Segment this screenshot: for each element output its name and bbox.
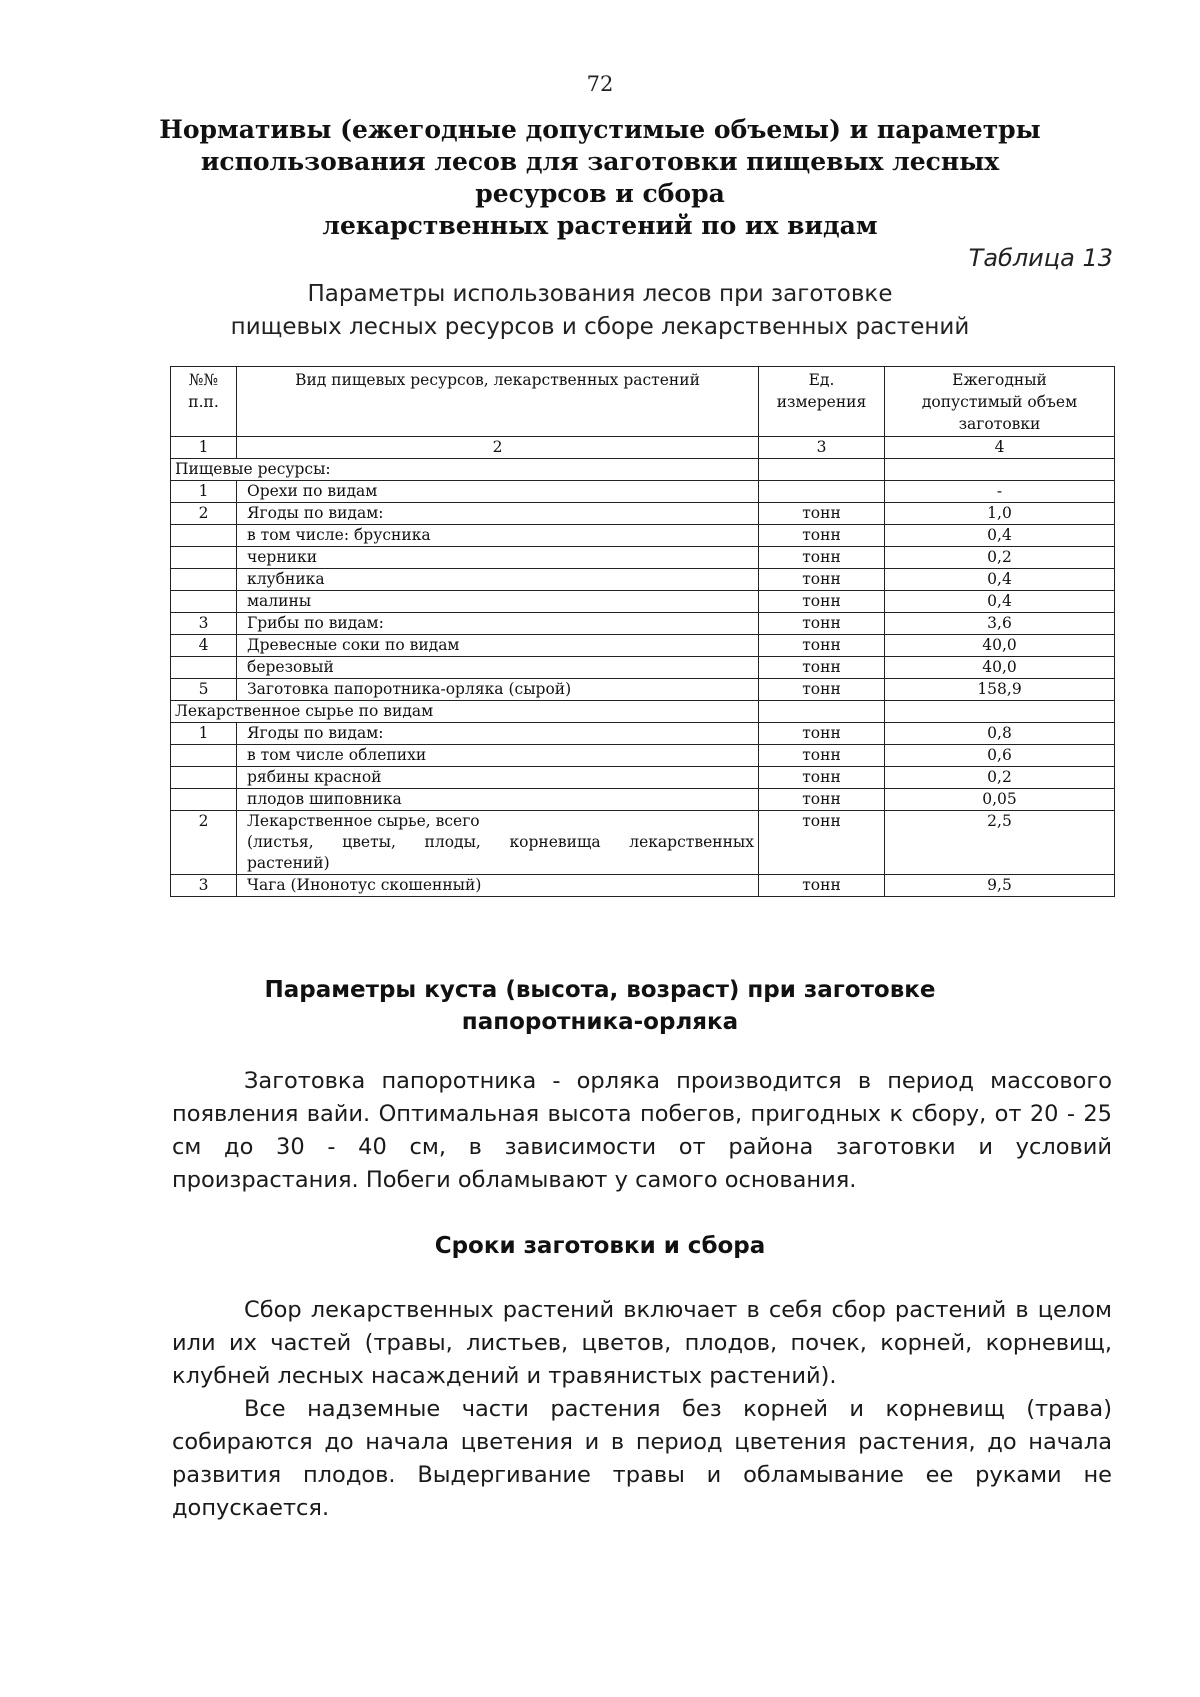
terms-paragraph-2: Все надземные части растения без корней и корневищ (трава) собираются до начала цветения и в период цветения растения, до начала развития плодов. Выдергивание травы и обламывание ее руками не допускается. [172, 1396, 1112, 1521]
table-row: 3 Грибы по видам: тонн 3,6 [171, 613, 1115, 635]
table-row: 4 Древесные соки по видам тонн 40,0 [171, 635, 1115, 657]
column-number: 1 [171, 437, 237, 459]
title-line: Нормативы (ежегодные допустимые объемы) и параметры [159, 115, 1041, 144]
header-unit: Ед. измерения [759, 367, 885, 437]
table-title-line: Параметры использования лесов при заготовке [307, 281, 893, 307]
column-number: 3 [759, 437, 885, 459]
table-row: 1 Ягоды по видам: тонн 0,8 [171, 723, 1115, 745]
terms-section-title: Сроки заготовки и сбора [434, 1233, 766, 1259]
table-title-line: пищевых лесных ресурсов и сборе лекарственных растений [230, 314, 970, 340]
header-type: Вид пищевых ресурсов, лекарственных растений [237, 367, 759, 437]
document-title [150, 114, 1050, 242]
section-row [171, 459, 1115, 481]
column-number: 2 [237, 437, 759, 459]
column-number: 4 [885, 437, 1115, 459]
table-row: клубника тонн 0,4 [171, 569, 1115, 591]
table-row: 2 Лекарственное сырье, всего (листья, цветы, плоды, корневища лекарственных растений) тонн 2,5 [171, 811, 1115, 875]
fern-paragraph: Заготовка папоротника - орляка производится в период массового появления вайи. Оптимальная высота побегов, пригодных к сбору, от 20 - 25 см до 30 - 40 см, в зависимости от района заготовки и условий произрастания. Побеги обламывают у самого основания. [172, 1068, 1112, 1193]
table-row: 3 Чага (Инонотус скошенный) тонн 9,5 [171, 875, 1115, 897]
title-line: лекарственных растений по их видам [322, 211, 878, 240]
terms-paragraph-1: Сбор лекарственных растений включает в себя сбор растений в целом или их частей (травы, листьев, цветов, плодов, почек, корней, корневищ, клубней лесных насаждений и травянистых растений). [172, 1297, 1112, 1389]
section-label: Пищевые ресурсы: [171, 459, 759, 481]
column-number-row [171, 437, 1115, 459]
table-row: березовый тонн 40,0 [171, 657, 1115, 679]
table-title [150, 278, 1050, 344]
header-volume: Ежегодный допустимый объем заготовки [885, 367, 1115, 437]
table-row: малины тонн 0,4 [171, 591, 1115, 613]
table-header-row [171, 367, 1115, 437]
multiline-cell: Лекарственное сырье, всего (листья, цветы, плоды, корневища лекарственных растений) [237, 811, 759, 875]
table-row: рябины красной тонн 0,2 [171, 767, 1115, 789]
section-label: Лекарственное сырье по видам [171, 701, 759, 723]
resources-table [170, 366, 1115, 897]
table-row: в том числе облепихи тонн 0,6 [171, 745, 1115, 767]
title-line: использования лесов для заготовки пищевых лесных ресурсов и сбора [200, 147, 1000, 208]
table-row: 5 Заготовка папоротника-орляка (сырой) тонн 158,9 [171, 679, 1115, 701]
table-row: 2 Ягоды по видам: тонн 1,0 [171, 503, 1115, 525]
table-row: черники тонн 0,2 [171, 547, 1115, 569]
table-row: в том числе: брусника тонн 0,4 [171, 525, 1115, 547]
fern-section-title: Параметры куста (высота, возраст) при заготовке папоротника-орляка [264, 977, 936, 1035]
table-row: 1 Орехи по видам - [171, 481, 1115, 503]
page-number: 72 [586, 72, 614, 96]
section-row [171, 701, 1115, 723]
table-caption: Таблица 13 [968, 244, 1113, 272]
header-num: №№ п.п. [171, 367, 237, 437]
table-row: плодов шиповника тонн 0,05 [171, 789, 1115, 811]
